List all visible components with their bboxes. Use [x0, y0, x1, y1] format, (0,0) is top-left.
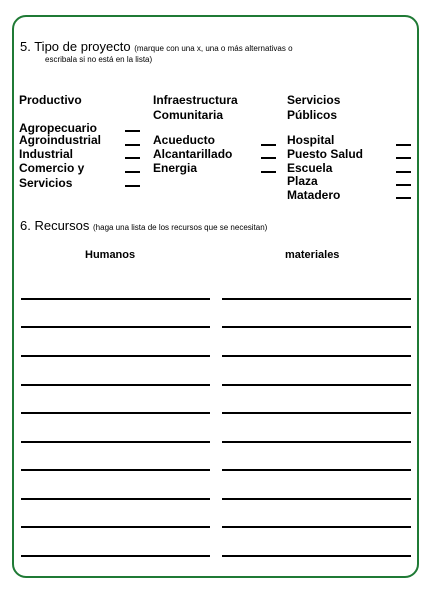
- humanos-line-6[interactable]: [21, 441, 210, 443]
- option-puesto-salud: Puesto Salud: [287, 147, 364, 161]
- section-5-note: (marque con una x, una o más alternativas o: [134, 44, 293, 53]
- option-escuela: Escuela: [287, 161, 333, 175]
- humanos-line-5[interactable]: [21, 412, 210, 414]
- humanos-line-7[interactable]: [21, 469, 210, 471]
- checkbox-hospital[interactable]: [396, 144, 411, 146]
- servicios-heading-2: Públicos: [287, 108, 338, 122]
- materiales-line-5[interactable]: [222, 412, 411, 414]
- productivo-heading: Productivo: [19, 93, 82, 107]
- checkbox-plaza[interactable]: [396, 184, 411, 186]
- option-plaza: Plaza: [287, 174, 318, 188]
- section-5-note-cont: escribala si no está en la lista): [45, 55, 153, 64]
- materiales-line-8[interactable]: [222, 498, 411, 500]
- section-6-title: [20, 218, 267, 233]
- option-alcantarillado: Alcantarillado: [153, 147, 233, 161]
- materiales-line-7[interactable]: [222, 469, 411, 471]
- checkbox-energia[interactable]: [261, 171, 276, 173]
- checkbox-comercio[interactable]: [125, 171, 140, 173]
- option-industrial: Industrial: [19, 147, 74, 161]
- checkbox-matadero[interactable]: [396, 197, 411, 199]
- section-6-note: (haga una lista de los recursos que se necesitan): [93, 223, 268, 232]
- humanos-line-1[interactable]: [21, 298, 210, 300]
- infraestructura-heading: Infraestructura: [153, 93, 238, 107]
- option-agroindustrial: Agroindustrial: [19, 133, 102, 147]
- infraestructura-heading-2: Comunitaria: [153, 108, 224, 122]
- section-6-heading: 6. Recursos: [20, 218, 90, 233]
- checkbox-puesto-salud[interactable]: [396, 157, 411, 159]
- section-5-title: [20, 39, 293, 54]
- checkbox-agropecuario[interactable]: [125, 130, 140, 132]
- option-comercio: Comercio y: [19, 161, 85, 175]
- materiales-line-6[interactable]: [222, 441, 411, 443]
- humanos-line-10[interactable]: [21, 555, 210, 557]
- humanos-line-2[interactable]: [21, 326, 210, 328]
- section-5-heading: 5. Tipo de proyecto: [20, 39, 131, 54]
- materiales-line-4[interactable]: [222, 384, 411, 386]
- checkbox-agroindustrial[interactable]: [125, 144, 140, 146]
- checkbox-alcantarillado[interactable]: [261, 157, 276, 159]
- servicios-heading: Servicios: [287, 93, 341, 107]
- materiales-heading: materiales: [285, 249, 340, 261]
- checkbox-industrial[interactable]: [125, 157, 140, 159]
- checkbox-servicios[interactable]: [125, 185, 140, 187]
- materiales-line-3[interactable]: [222, 355, 411, 357]
- option-hospital: Hospital: [287, 133, 335, 147]
- materiales-line-10[interactable]: [222, 555, 411, 557]
- humanos-line-3[interactable]: [21, 355, 210, 357]
- option-energia: Energia: [153, 161, 198, 175]
- option-matadero: Matadero: [287, 188, 341, 202]
- humanos-line-9[interactable]: [21, 526, 210, 528]
- materiales-line-1[interactable]: [222, 298, 411, 300]
- humanos-line-8[interactable]: [21, 498, 210, 500]
- option-agropecuario: Agropecuario: [19, 121, 98, 135]
- option-acueducto: Acueducto: [153, 133, 216, 147]
- materiales-line-9[interactable]: [222, 526, 411, 528]
- checkbox-acueducto[interactable]: [261, 144, 276, 146]
- humanos-heading: Humanos: [85, 249, 136, 261]
- materiales-line-2[interactable]: [222, 326, 411, 328]
- humanos-line-4[interactable]: [21, 384, 210, 386]
- option-servicios: Servicios: [19, 176, 73, 190]
- checkbox-escuela[interactable]: [396, 171, 411, 173]
